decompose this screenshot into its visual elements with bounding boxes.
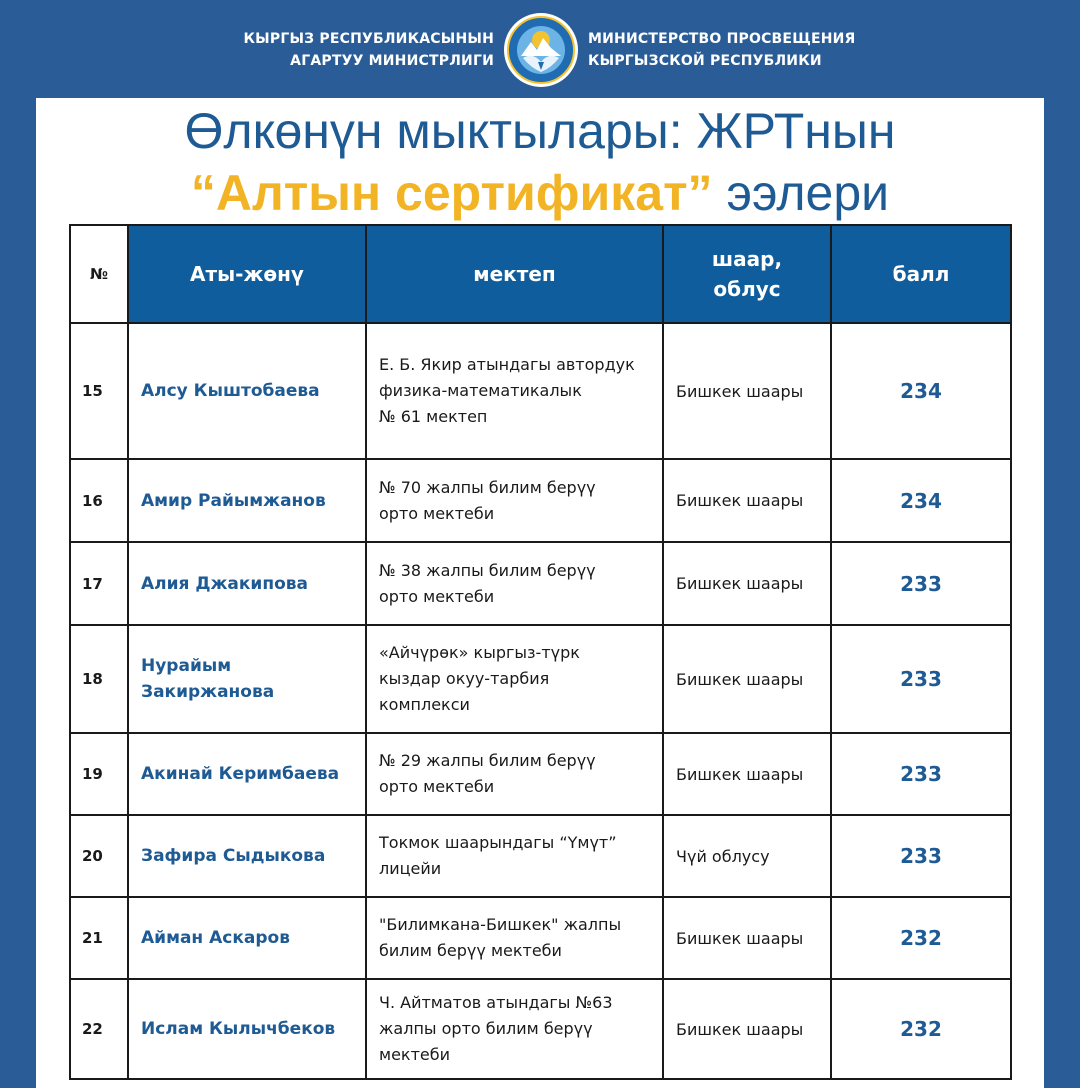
title-line1: Өлкөнүн мыктылары: ЖРТнын [184, 103, 896, 159]
school-name-line: билим берүү мектеби [379, 941, 562, 960]
content-card [36, 98, 1044, 1088]
winners-table [69, 224, 1012, 1080]
score-value: 232 [831, 979, 1011, 1079]
table-header-row [70, 225, 1011, 323]
city-region: Бишкек шаары [663, 459, 831, 542]
title-line2-rest: ээлери [712, 165, 890, 221]
column-header-school: мектеп [366, 225, 663, 323]
city-region: Бишкек шаары [663, 542, 831, 625]
school-name-line: «Айчүрөк» кыргыз-түрк [379, 643, 580, 662]
column-header-name: Аты-жөнү [128, 225, 366, 323]
score-value: 233 [831, 815, 1011, 897]
table-row [70, 459, 1011, 542]
school-name-line: Е. Б. Якир атындагы автордук [379, 355, 635, 374]
ministry-name-kyrgyz [244, 28, 494, 72]
ministry-name-russian-line1: МИНИСТЕРСТВО ПРОСВЕЩЕНИЯ [588, 31, 856, 47]
city-region: Бишкек шаары [663, 979, 831, 1079]
student-name: Айман Аскаров [128, 897, 366, 979]
row-number: 19 [70, 733, 128, 815]
school-name-line: комплекси [379, 695, 470, 714]
table-row [70, 542, 1011, 625]
school-name [366, 979, 663, 1079]
school-name-line: жалпы орто билим берүү [379, 1019, 593, 1038]
school-name-line: орто мектеби [379, 503, 495, 523]
student-name: Ислам Кылычбеков [128, 979, 366, 1079]
ministry-name-kyrgyz-line1: КЫРГЫЗ РЕСПУБЛИКАСЫНЫН [243, 31, 494, 47]
table-row [70, 897, 1011, 979]
ministry-name-russian [588, 28, 856, 72]
column-header-number: № [70, 225, 128, 323]
row-number: 17 [70, 542, 128, 625]
student-name: Акинай Керимбаева [128, 733, 366, 815]
school-name-line: кыздар окуу-тарбия [379, 669, 550, 688]
school-name [366, 733, 663, 815]
student-name: Амир Райымжанов [128, 459, 366, 542]
row-number: 18 [70, 625, 128, 733]
school-name-line: № 38 жалпы билим берүү [379, 560, 596, 580]
column-header-score: балл [831, 225, 1011, 323]
school-name [366, 815, 663, 897]
title-highlight: “Алтын сертификат” [190, 165, 713, 221]
ministry-name-russian-line2: КЫРГЫЗСКОЙ РЕСПУБЛИКИ [588, 53, 822, 69]
school-name [366, 625, 663, 733]
school-name-line: № 61 мектеп [379, 407, 488, 426]
state-emblem-icon [503, 12, 579, 88]
school-name-line: "Билимкана-Бишкек" жалпы [379, 915, 622, 934]
table-row [70, 733, 1011, 815]
student-name: Нурайым Закиржанова [128, 625, 366, 733]
school-name-line: мектеби [379, 1045, 451, 1064]
school-name [366, 897, 663, 979]
score-value: 234 [831, 459, 1011, 542]
score-value: 233 [831, 542, 1011, 625]
school-name [366, 323, 663, 459]
city-region: Бишкек шаары [663, 733, 831, 815]
city-region: Бишкек шаары [663, 323, 831, 459]
table-row [70, 323, 1011, 459]
school-name-line: Ч. Айтматов атындагы №63 [379, 993, 613, 1012]
row-number: 20 [70, 815, 128, 897]
page-title [36, 98, 1044, 224]
table-row [70, 625, 1011, 733]
page-header [0, 0, 1080, 96]
score-value: 232 [831, 897, 1011, 979]
ministry-name-kyrgyz-line2: АГАРТУУ МИНИСТРЛИГИ [290, 53, 494, 69]
score-value: 233 [831, 625, 1011, 733]
table-row [70, 815, 1011, 897]
school-name [366, 542, 663, 625]
city-region: Бишкек шаары [663, 625, 831, 733]
city-region: Чүй облусу [663, 815, 831, 897]
score-value: 234 [831, 323, 1011, 459]
school-name-line: № 70 жалпы билим берүү [379, 477, 596, 497]
school-name-line: орто мектеби [379, 777, 495, 796]
school-name [366, 459, 663, 542]
row-number: 22 [70, 979, 128, 1079]
row-number: 15 [70, 323, 128, 459]
row-number: 16 [70, 459, 128, 542]
score-value: 233 [831, 733, 1011, 815]
city-region: Бишкек шаары [663, 897, 831, 979]
school-name-line: орто мектеби [379, 586, 495, 606]
student-name: Алия Джакипова [128, 542, 366, 625]
school-name-line: Токмок шаарындагы “Үмүт” [379, 833, 617, 852]
column-header-city-line1: шаар, [711, 247, 783, 271]
school-name-line: физика-математикалык [379, 381, 582, 400]
student-name: Алсу Кыштобаева [128, 323, 366, 459]
student-name: Зафира Сыдыкова [128, 815, 366, 897]
school-name-line: лицейи [379, 859, 442, 878]
column-header-city [663, 225, 831, 323]
column-header-city-line2: облус [713, 277, 781, 301]
school-name-line: № 29 жалпы билим берүү [379, 751, 596, 770]
row-number: 21 [70, 897, 128, 979]
table-row [70, 979, 1011, 1079]
title-line2 [36, 162, 1044, 224]
